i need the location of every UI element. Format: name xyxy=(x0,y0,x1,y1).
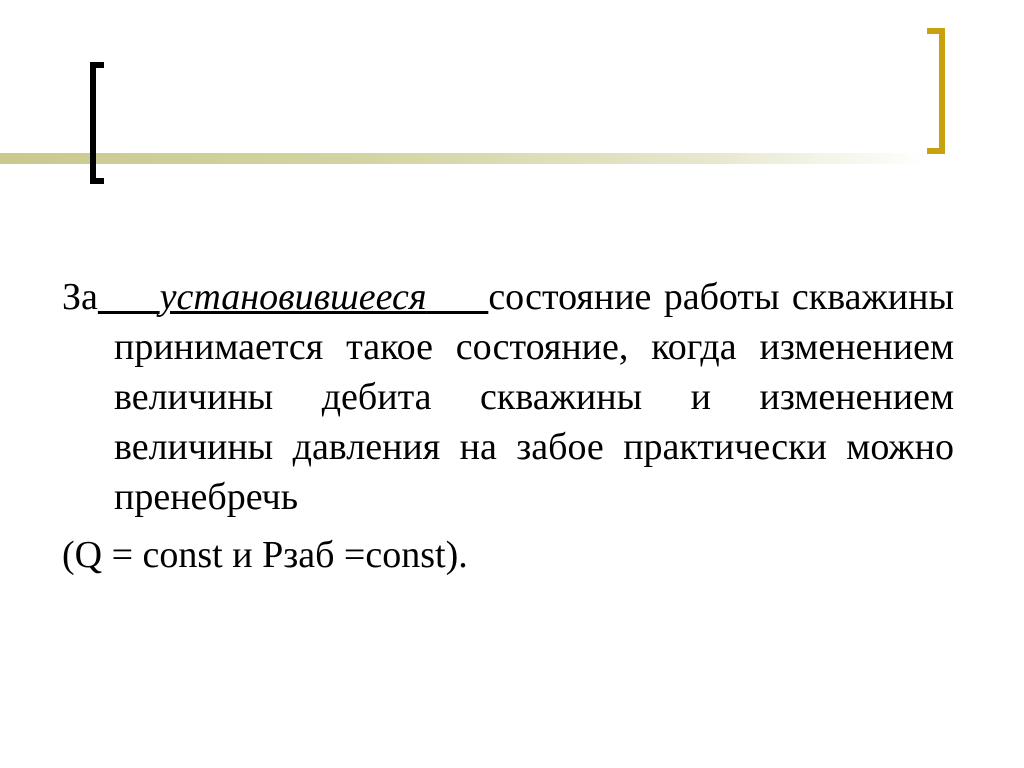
left-bracket-icon xyxy=(90,62,104,184)
key-term-gap-before xyxy=(98,276,160,318)
definition-paragraph xyxy=(62,272,954,522)
decorative-rule xyxy=(0,153,930,164)
formula-line: (Q = const и Рзаб =const). xyxy=(62,534,468,576)
key-term xyxy=(98,276,488,318)
paragraph-lead: За xyxy=(62,276,98,318)
key-term-gap-after xyxy=(427,276,489,318)
paragraph-rest: состояние работы скважины принимается такое состояние, когда изменением величины дебита скважины и изменением величины давления на забое практически можно пренебречь xyxy=(114,276,955,518)
key-term-word: установившееся xyxy=(159,276,427,318)
slide-body xyxy=(62,272,954,580)
right-bracket-icon xyxy=(927,28,945,154)
